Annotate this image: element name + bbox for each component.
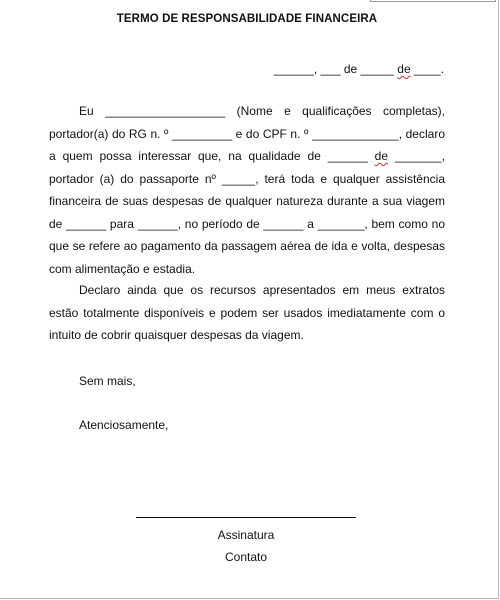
date-line-start: ______, ___ de _____ [273,62,398,76]
signature-line [136,517,356,518]
date-line-de-word: de [397,62,411,76]
window-edge [370,0,496,2]
resources-text: Declaro ainda que os recursos apresentados em meus extratos estão totalmente disponíveis e podem ser usados imediatamente com o intuito de cobrir quaisquer despesas da viagem. [49,283,445,342]
contact-label: Contato [224,550,268,564]
date-line [274,62,444,76]
declaration-text-part1: Eu __________________ (Nome e qualificações completas), portador(a) do RG n. º _________ e do CPF n. º _____________, declaro a quem possa interessar que, na qualidade de ______ [49,104,445,163]
date-line-end: ____. [410,62,444,76]
regards-text: Atenciosamente, [79,418,169,432]
resources-paragraph [49,279,445,347]
declaration-text-part2: _______, portador (a) do passaporte nº _____, terá toda e qualquer assistência financeira de suas despesas de qualquer natureza durante a sua viagem de ______ para ______, no período de ______ a _______, bem como no que se refere ao pagamento da passagem aérea de ida e volta, despesas com alimentação e estadia. [49,149,445,276]
closing-text: Sem mais, [79,374,136,388]
declaration-de-word: de [374,149,389,163]
declaration-paragraph [49,100,445,280]
document-title: TERMO DE RESPONSABILIDADE FINANCEIRA [116,13,378,25]
signature-label: Assinatura [217,528,275,542]
